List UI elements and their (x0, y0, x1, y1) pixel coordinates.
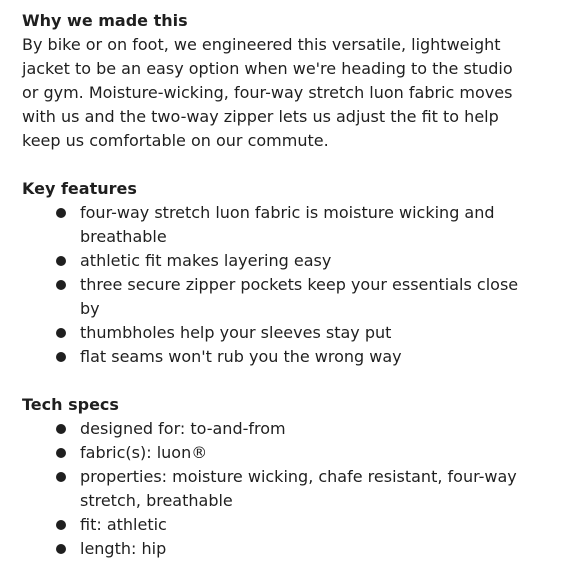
list-item (22, 321, 570, 345)
bullet-icon (56, 328, 66, 338)
list-item (22, 465, 570, 513)
list-item-line: fabric(s): luon® (80, 443, 208, 462)
bullet-icon (56, 424, 66, 434)
paragraph-line: with us and the two-way zipper lets us adjust the fit to help (22, 107, 499, 126)
section-spacer (22, 369, 570, 393)
bullet-icon (56, 208, 66, 218)
list-item-line: fit: athletic (80, 515, 167, 534)
bullet-icon (56, 256, 66, 266)
tech-specs-list (22, 417, 570, 561)
list-item-line: four-way stretch luon fabric is moisture wicking and (80, 203, 495, 222)
list-item (22, 273, 570, 321)
list-item-line: length: hip (80, 539, 167, 558)
bullet-icon (56, 520, 66, 530)
list-item-line: flat seams won't rub you the wrong way (80, 347, 402, 366)
bullet-icon (56, 472, 66, 482)
list-item (22, 441, 570, 465)
bullet-icon (56, 448, 66, 458)
paragraph-line: keep us comfortable on our commute. (22, 131, 329, 150)
bullet-icon (56, 352, 66, 362)
paragraph-line: or gym. Moisture-wicking, four-way stretch luon fabric moves (22, 83, 513, 102)
list-item (22, 201, 570, 249)
list-item (22, 513, 570, 537)
list-item (22, 249, 570, 273)
list-item (22, 537, 570, 561)
bullet-icon (56, 280, 66, 290)
section-spacer (22, 153, 570, 177)
key-features-list (22, 201, 570, 369)
list-item-line: three secure zipper pockets keep your essentials close (80, 275, 519, 294)
list-item-line: designed for: to-and-from (80, 419, 286, 438)
list-item-line: stretch, breathable (80, 491, 233, 510)
list-item (22, 345, 570, 369)
key-features-heading: Key features (22, 179, 137, 198)
why-we-made-this-text (22, 33, 570, 153)
list-item (22, 417, 570, 441)
paragraph-line: By bike or on foot, we engineered this versatile, lightweight (22, 35, 501, 54)
list-item-line: by (80, 299, 100, 318)
list-item-line: athletic fit makes layering easy (80, 251, 332, 270)
why-we-made-this-heading: Why we made this (22, 11, 188, 30)
list-item-line: properties: moisture wicking, chafe resistant, four-way (80, 467, 517, 486)
tech-specs-heading: Tech specs (22, 395, 119, 414)
bullet-icon (56, 544, 66, 554)
list-item-line: breathable (80, 227, 167, 246)
list-item-line: thumbholes help your sleeves stay put (80, 323, 392, 342)
paragraph-line: jacket to be an easy option when we're heading to the studio (22, 59, 513, 78)
